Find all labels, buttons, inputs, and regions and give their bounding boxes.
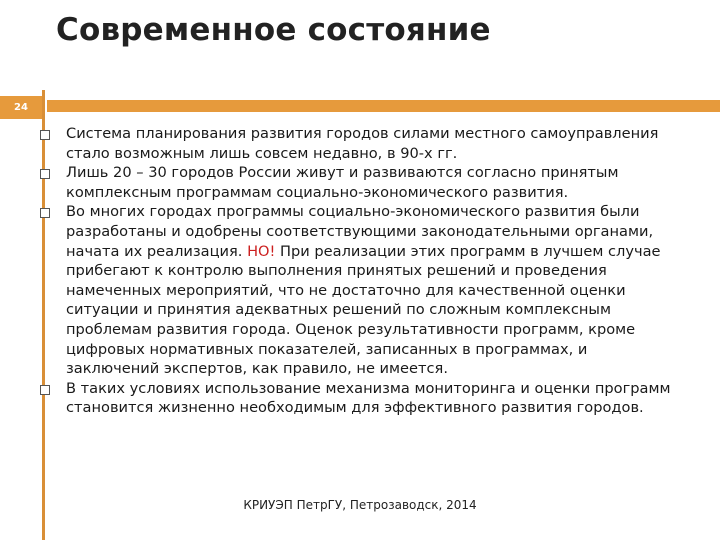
- bullet-text-before: Во многих городах программы социально-экономического развития были разработаны и одобрены соответствующими законодательными органами, начата их реализация.: [66, 203, 654, 260]
- bullet-text: Система планирования развития городов силами местного самоуправления стало возможным лишь совсем недавно, в 90-х гг.: [66, 125, 659, 162]
- bullet-item: [40, 124, 680, 163]
- bullet-text: В таких условиях использование механизма мониторинга и оценки программ становится жизненно необходимым для эффективного развития городов.: [66, 379, 671, 417]
- highlight-text: НО!: [247, 242, 276, 260]
- bullet-text: Лишь 20 – 30 городов России живут и развиваются согласно принятым комплексным программам социально-экономического развития.: [66, 164, 619, 201]
- bullet-item: [40, 379, 680, 418]
- slide-title: Современное состояние: [56, 12, 491, 48]
- square-bullet-icon: [40, 169, 50, 179]
- horizontal-accent-bar: [47, 100, 720, 112]
- bullet-item: [40, 202, 680, 378]
- square-bullet-icon: [40, 130, 50, 140]
- slide-footer: КРИУЭП ПетрГУ, Петрозаводск, 2014: [243, 498, 477, 512]
- slide-number-badge: 24: [0, 96, 42, 119]
- bullet-item: [40, 163, 680, 202]
- square-bullet-icon: [40, 385, 50, 395]
- bullet-text-after: При реализации этих программ в лучшем случае прибегают к контролю выполнения принятых решений и проведения намеченных мероприятий, что не достаточно для качественной оценки ситуации и принятия адекватных решений по сложным комплексным проблемам развития города. Оценок результативности программ, кроме цифровых нормативных показателей, записанных в программах, и заключений экспертов, как правило, не имеется.: [66, 242, 661, 378]
- square-bullet-icon: [40, 208, 50, 218]
- bullet-list: [40, 124, 680, 418]
